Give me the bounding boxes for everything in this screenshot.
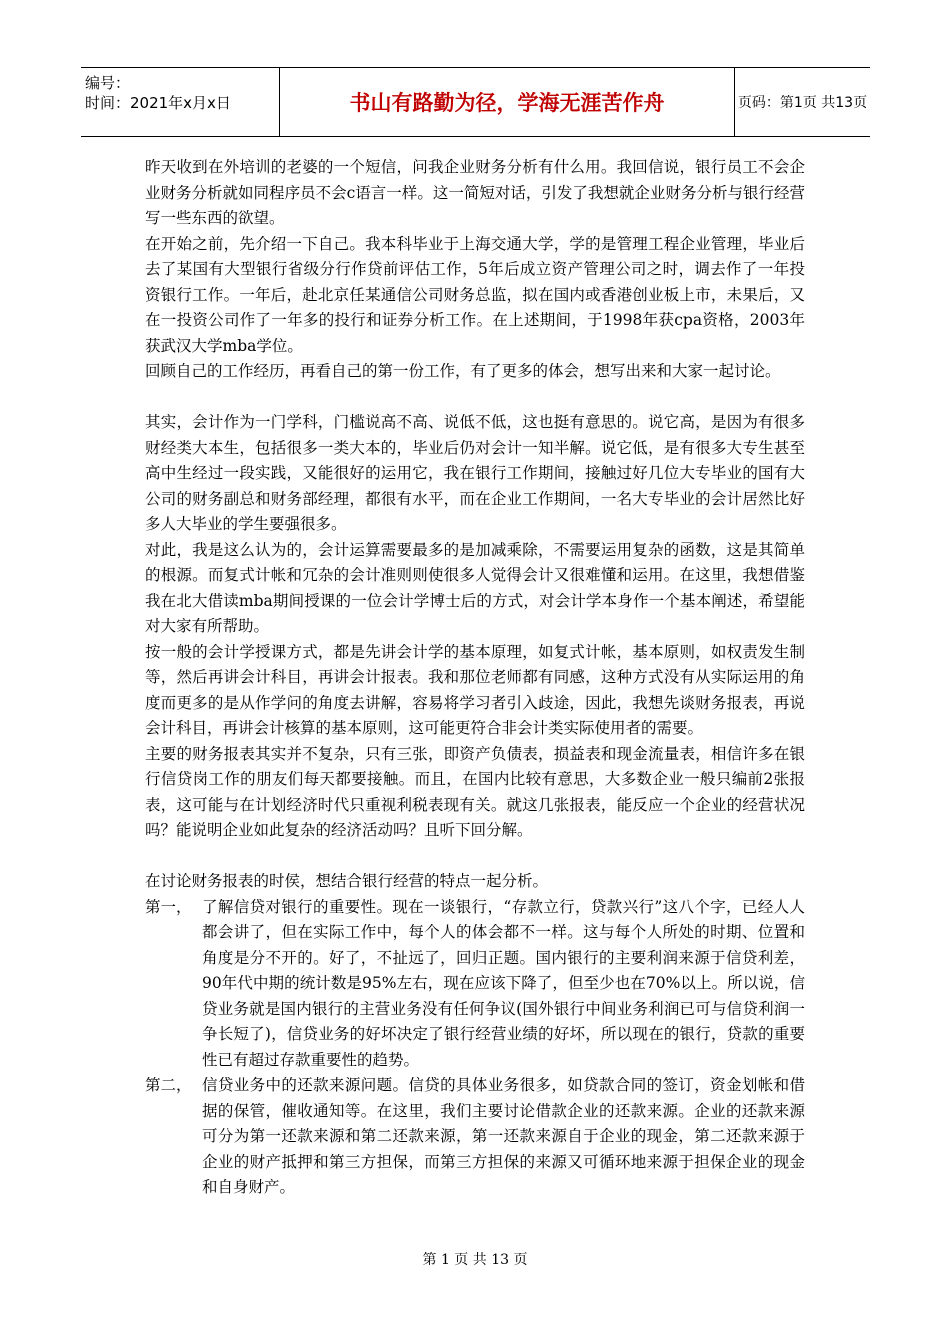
paragraph: 其实，会计作为一门学科，门槛说高不高、说低不低，这也挺有意思的。说它高，是因为有很多财经类大本生，包括很多一类大本的，毕业后仍对会计一知半解。说它低，是有很多大专生甚至高中生经过一段实践，又能很好的运用它，我在银行工作期间，接触过好几位大专毕业的国有大公司的财务副总和财务部经理，都很有水平，而在企业工作期间，一名大专毕业的会计居然比好多人大毕业的学生要强很多。 [145,413,805,533]
header-motto: 书山有路勤为径，学海无涯苦作舟 [280,68,735,136]
blank-line [145,844,805,870]
list-item-number: 第二， [145,1076,192,1094]
list-item-text: 信贷业务中的还款来源问题。信贷的具体业务很多，如贷款合同的签订，资金划帐和借据的保管，催收通知等。在这里，我们主要讨论借款企业的还款来源。企业的还款来源可分为第一还款来源和第二还款来源，第一还款来源自于企业的现金，第二还款来源于企业的财产抵押和第三方担保，而第三方担保的来源又可循环地来源于担保企业的现金和自身财产。 [202,1076,805,1196]
date-label: 时间：2021年x月x日 [85,94,231,112]
header-page-label: 页码：第1页 共13页 [737,95,868,111]
paragraph: 按一般的会计学授课方式，都是先讲会计学的基本原理，如复式计帐，基本原则，如权责发生制等，然后再讲会计科目，再讲会计报表。我和那位老师都有同感，这种方式没有从实际运用的角度而更多的是从作学问的角度去讲解，容易将学习者引入歧途，因此，我想先谈财务报表，再说会计科目，再讲会计核算的基本原则，这可能更符合非会计类实际使用者的需要。 [145,642,805,737]
paragraph: 在讨论财务报表的时侯，想结合银行经营的特点一起分析。 [145,872,549,890]
paragraph: 回顾自己的工作经历，再看自己的第一份工作，有了更多的体会，想写出来和大家一起讨论。 [145,362,781,380]
blank-line [145,385,805,411]
page-footer: 第 1 页 共 13 页 [422,1252,528,1268]
paragraph: 对此，我是这么认为的，会计运算需要最多的是加减乘除，不需要运用复杂的函数，这是其简单的根源。而复式计帐和冗杂的会计准则则使很多人觉得会计又很难懂和运用。在这里，我想借鉴我在北大借读mba期间授课的一位会计学博士后的方式，对会计学本身作一个基本阐述，希望能对大家有所帮助。 [145,540,805,635]
list-item-number: 第一， [145,897,192,916]
paragraph: 主要的财务报表其实并不复杂，只有三张，即资产负债表，损益表和现金流量表，相信许多在银行信贷岗工作的朋友们每天都要接触。而且，在国内比较有意思，大多数企业一般只编前2张报表，这可能与在计划经济时代只重视利税表现有关。就这几张报表，能反应一个企业的经营状况吗？能说明企业如此复杂的经济活动吗？且听下回分解。 [145,744,805,839]
document-body [145,155,805,1201]
list-item [145,895,805,1074]
number-label: 编号： [85,74,131,92]
header-meta-cell [81,68,280,136]
paragraph: 昨天收到在外培训的老婆的一个短信，问我企业财务分析有什么用。我回信说，银行员工不会企业财务分析就如同程序员不会c语言一样。这一简短对话，引发了我想就企业财务分析与银行经营写一些东西的欲望。 [145,158,805,227]
list-item [145,1073,805,1201]
list-item-text: 了解信贷对银行的重要性。现在一谈银行，“存款立行，贷款兴行”这八个字，已经人人都会讲了，但在实际工作中，每个人的体会都不一样。这与每个人所处的时期、位置和角度是分不开的。好了，不扯远了，回归正题。国内银行的主要利润来源于信贷利差，90年代中期的统计数是95%左右，现在应该下降了，但至少也在70%以上。所以说，信贷业务就是国内银行的主营业务没有任何争议(国外银行中间业务利润已可与信贷利润一争长短了)，信贷业务的好坏决定了银行经营业绩的好坏，所以现在的银行，贷款的重要性已有超过存款重要性的趋势。 [202,897,805,1069]
page-header [81,67,870,137]
paragraph: 在开始之前，先介绍一下自己。我本科毕业于上海交通大学，学的是管理工程企业管理，毕业后去了某国有大型银行省级分行作贷前评估工作，5年后成立资产管理公司之时，调去作了一年投资银行工作。一年后，赴北京任某通信公司财务总监，拟在国内或香港创业板上市，未果后，又在一投资公司作了一年多的投行和证券分析工作。在上述期间，于1998年获cpa资格，2003年获武汉大学mba学位。 [145,234,805,355]
